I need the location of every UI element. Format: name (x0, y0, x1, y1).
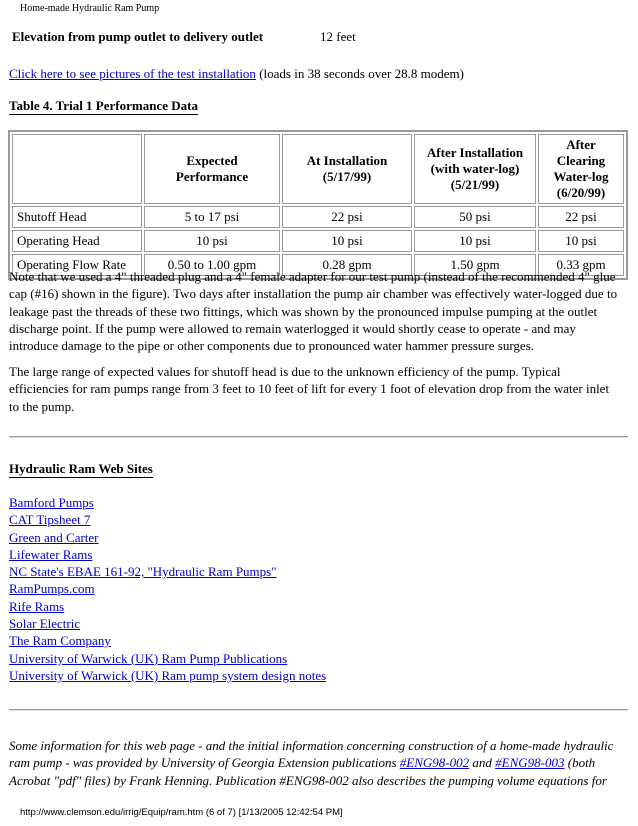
credits-text-2: and (469, 755, 496, 771)
list-item (9, 615, 326, 632)
note-paragraph: Note that we used a 4" threaded plug and a 4" female adapter for our test pump (instead of the recommended 4" glue cap (#16) shown in the figure). Two days after installation the pump air chamber was effectively water-logged due to leakage past the threads of these two fittings, which was shown by the pronounced impulse pumping at the outlet discharge point. If the pump were allowed to remain waterlogged it would shortly cease to operate - and may introduce damage to the pipe or other components due to pronounced water hammer pressure surges. (9, 269, 618, 354)
table-cell: 10 psi (282, 230, 412, 252)
horizontal-divider (9, 436, 628, 438)
list-item (9, 563, 326, 580)
list-item (9, 511, 326, 528)
link-eng98-003[interactable]: #ENG98-003 (495, 755, 565, 771)
shutoff-range-paragraph: The large range of expected values for shutoff head is due to the unknown efficiency of the pump. Typical efficiencies for ram pumps range from 3 feet to 10 feet of lift for every 1 foot of elevation drop from the water inlet to the pump. (9, 364, 610, 414)
table-cell: 10 psi (414, 230, 536, 252)
link-eng98-002[interactable]: #ENG98-002 (399, 755, 470, 771)
table-cell: 22 psi (538, 206, 624, 228)
table-cell: 1.50 gpm (414, 254, 536, 276)
pictures-link[interactable]: Click here to see pictures of the test installation (9, 66, 256, 81)
link-lifewater-rams[interactable]: Lifewater Rams (9, 546, 93, 562)
performance-table (8, 130, 628, 280)
header-after-installation: After Installation (with water-log) (5/21/99) (414, 134, 536, 204)
table-cell: 0.33 gpm (538, 254, 624, 276)
list-item (9, 580, 326, 597)
web-sites-list (9, 494, 326, 684)
header-after-clearing: After Clearing Water-log (6/20/99) (538, 134, 624, 204)
list-item (9, 529, 326, 546)
credits-text-1: Some information for this web page - and the initial information concerning construction of a home-made hydraulic ram pump - was provided by University of Georgia Extension publications (9, 738, 614, 771)
elevation-row (12, 29, 356, 45)
link-warwick-design-notes[interactable]: University of Warwick (UK) Ram pump system design notes (9, 667, 327, 683)
link-green-and-carter[interactable]: Green and Carter (9, 529, 99, 545)
list-item (9, 598, 326, 615)
table-row (12, 206, 624, 228)
link-ram-company[interactable]: The Ram Company (9, 633, 111, 649)
list-item (9, 632, 326, 649)
link-warwick-publications[interactable]: University of Warwick (UK) Ram Pump Publications (9, 650, 288, 666)
pictures-load-note: (loads in 38 seconds over 28.8 modem) (259, 66, 464, 81)
page-footer-url: http://www.clemson.edu/irrig/Equip/ram.htm (6 of 7) [1/13/2005 12:42:54 PM] (20, 807, 343, 818)
row-label: Operating Flow Rate (12, 254, 142, 276)
table-header-row (12, 134, 624, 204)
table-cell: 0.28 gpm (282, 254, 412, 276)
row-label: Shutoff Head (12, 206, 142, 228)
list-item (9, 667, 326, 684)
link-nc-state-ebae[interactable]: NC State's EBAE 161-92, "Hydraulic Ram Pumps" (9, 564, 277, 580)
list-item (9, 650, 326, 667)
horizontal-divider (9, 709, 628, 711)
credits-paragraph (9, 737, 623, 789)
link-rife-rams[interactable]: Rife Rams (9, 598, 65, 614)
pictures-line (9, 66, 464, 82)
link-rampumps-com[interactable]: RamPumps.com (9, 581, 95, 597)
header-expected-performance: Expected Performance (144, 134, 280, 204)
row-label: Operating Head (12, 230, 142, 252)
header-cell-empty (12, 134, 142, 204)
link-bamford-pumps[interactable]: Bamford Pumps (9, 495, 94, 510)
table-cell: 10 psi (144, 230, 280, 252)
table-cell: 5 to 17 psi (144, 206, 280, 228)
page-header-title: Home-made Hydraulic Ram Pump (20, 3, 160, 14)
elevation-value: 12 feet (320, 29, 356, 44)
elevation-label: Elevation from pump outlet to delivery outlet (12, 29, 264, 44)
credits-text-3: (both Acrobat "pdf" files) by Frank Henning. Publication #ENG98-002 also describes the pumping volume equations for (9, 755, 607, 788)
table-cell: 22 psi (282, 206, 412, 228)
table-cell: 50 psi (414, 206, 536, 228)
link-solar-electric[interactable]: Solar Electric (9, 616, 81, 632)
table-cell: 10 psi (538, 230, 624, 252)
list-item (9, 494, 326, 511)
web-sites-heading: Hydraulic Ram Web Sites (9, 461, 153, 476)
table-title: Table 4. Trial 1 Performance Data (9, 98, 198, 113)
table-cell: 0.50 to 1.00 gpm (144, 254, 280, 276)
list-item (9, 546, 326, 563)
link-cat-tipsheet[interactable]: CAT Tipsheet 7 (9, 512, 91, 528)
table-row (12, 230, 624, 252)
header-at-installation: At Installation (5/17/99) (282, 134, 412, 204)
